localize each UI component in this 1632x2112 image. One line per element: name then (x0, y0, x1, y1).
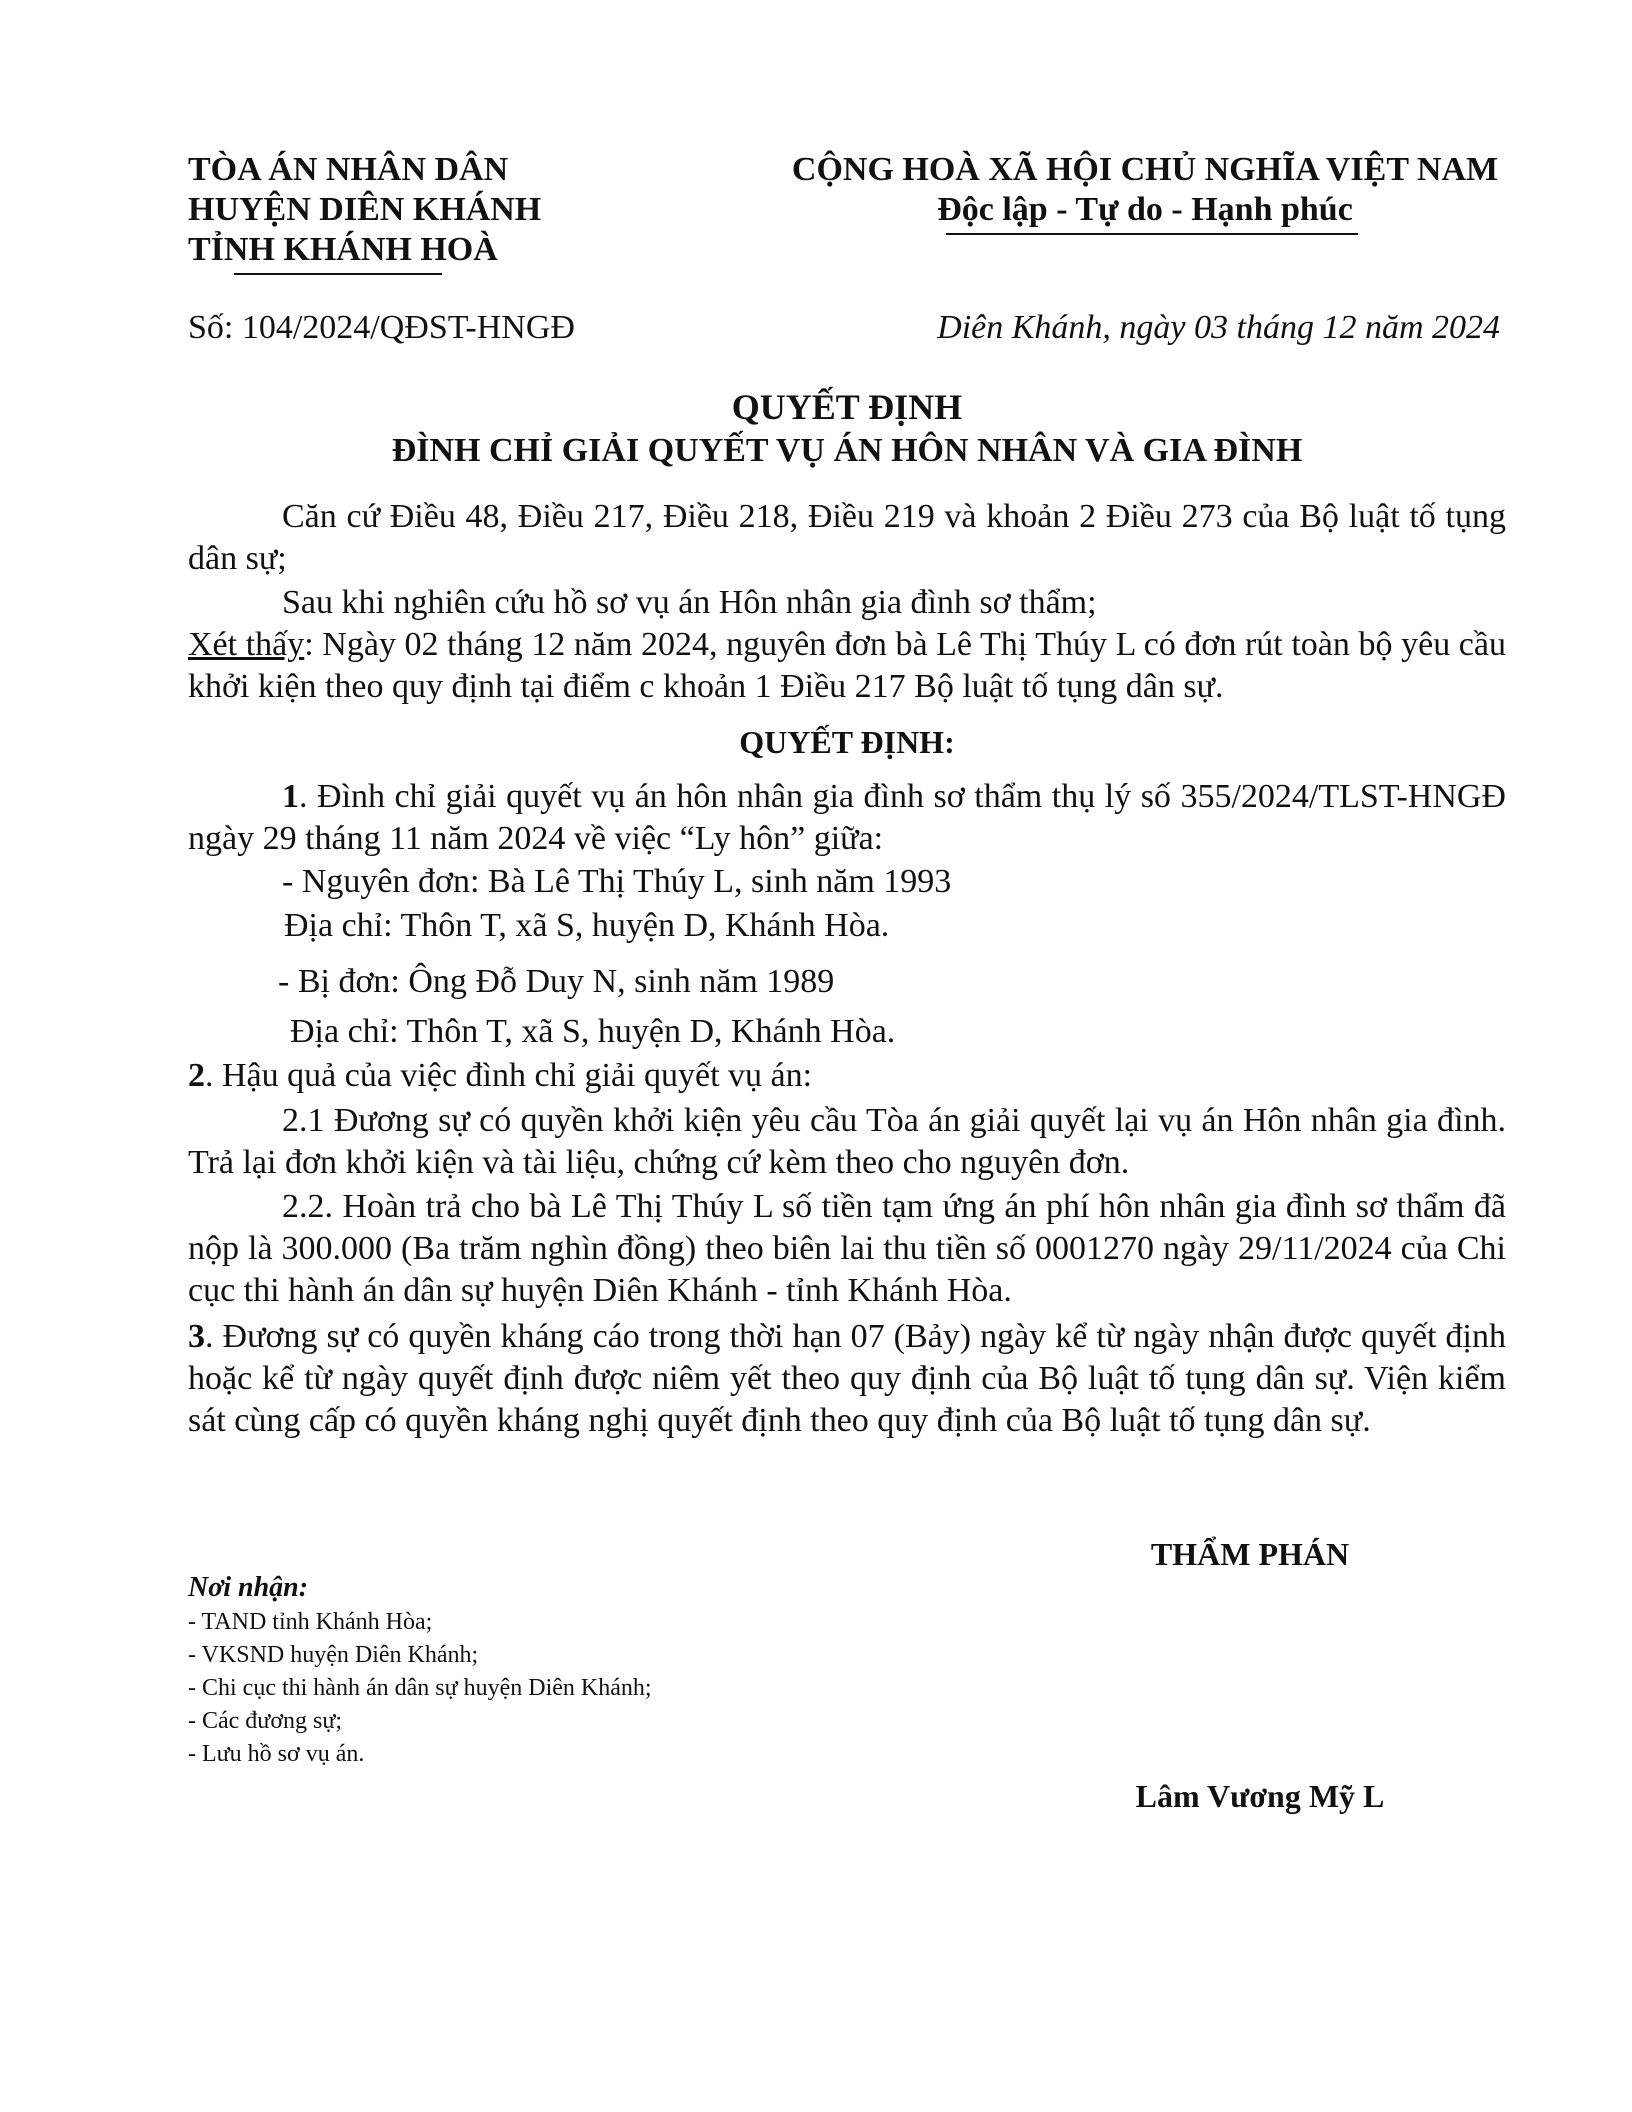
place-date: Diên Khánh, ngày 03 tháng 12 năm 2024 (937, 309, 1500, 346)
item-2-paragraph (188, 1056, 812, 1096)
review-statement: Sau khi nghiên cứu hồ sơ vụ án Hôn nhân gia đình sơ thẩm; (282, 584, 1097, 621)
court-name-line1: TÒA ÁN NHÂN DÂN (188, 151, 509, 188)
consideration-label: Xét thấy (188, 626, 305, 663)
recipient-item: - Chi cục thi hành án dân sự huyện Diên Khánh; (188, 1675, 652, 1701)
document-number: Số: 104/2024/QĐST-HNGĐ (188, 309, 575, 346)
recipient-item: - Các đương sự; (188, 1708, 343, 1734)
court-name-line2: HUYỆN DIÊN KHÁNH (188, 191, 542, 228)
item-1-paragraph (188, 776, 1506, 860)
item-3-number: 3 (188, 1318, 205, 1355)
item-3-text: . Đương sự có quyền kháng cáo trong thời hạn 07 (Bảy) ngày kể từ ngày nhận được quyết định hoặc kể từ ngày quyết định được niêm yết theo quy định của Bộ luật tố tụng dân sự. Viện kiểm sát cùng cấp có quyền kháng nghị quyết định theo quy định của Bộ luật tố tụng dân sự. (188, 1318, 1506, 1439)
decision-heading: QUYẾT ĐỊNH: (739, 724, 955, 760)
legal-basis: Căn cứ Điều 48, Điều 217, Điều 218, Điều 219 và khoản 2 Điều 273 của Bộ luật tố tụng dân sự; (188, 498, 1506, 577)
item-3-paragraph (188, 1316, 1506, 1442)
defendant-line: - Bị đơn: Ông Đỗ Duy N, sinh năm 1989 (278, 963, 835, 1000)
court-underline (234, 273, 442, 275)
consideration-text: : Ngày 02 tháng 12 năm 2024, nguyên đơn bà Lê Thị Thúy L có đơn rút toàn bộ yêu cầu khởi kiện theo quy định tại điểm c khoản 1 Điều 217 Bộ luật tố tụng dân sự. (188, 626, 1506, 705)
recipient-item: - TAND tỉnh Khánh Hòa; (188, 1609, 433, 1635)
item-2-1-paragraph: 2.1 Đương sự có quyền khởi kiện yêu cầu Tòa án giải quyết lại vụ án Hôn nhân gia đình. Trả lại đơn khởi kiện và tài liệu, chứng cứ kèm theo cho nguyên đơn. (188, 1102, 1506, 1181)
recipient-item: - VKSND huyện Diên Khánh; (188, 1642, 479, 1668)
signer-title: THẨM PHÁN (1150, 1536, 1350, 1572)
item-1-number: 1 (282, 778, 299, 815)
recipients-label: Nơi nhận: (188, 1572, 309, 1603)
document-subtitle: ĐÌNH CHỈ GIẢI QUYẾT VỤ ÁN HÔN NHÂN VÀ GIA ĐÌNH (391, 432, 1303, 469)
court-name-line3: TỈNH KHÁNH HOÀ (188, 231, 498, 268)
item-2-2-paragraph: 2.2. Hoàn trả cho bà Lê Thị Thúy L số tiền tạm ứng án phí hôn nhân gia đình sơ thẩm đã nộp là 300.000 (Ba trăm nghìn đồng) theo biên lai thu tiền số 0001270 ngày 29/11/2024 của Chi cục thi hành án dân sự huyện Diên Khánh - tỉnh Khánh Hòa. (188, 1188, 1506, 1309)
motto-underline (946, 233, 1358, 235)
recipient-item: - Lưu hồ sơ vụ án. (188, 1741, 365, 1767)
plaintiff-address: Địa chỉ: Thôn T, xã S, huyện D, Khánh Hòa. (284, 907, 890, 944)
defendant-address: Địa chỉ: Thôn T, xã S, huyện D, Khánh Hòa. (290, 1013, 896, 1050)
item-1-text: . Đình chỉ giải quyết vụ án hôn nhân gia đình sơ thẩm thụ lý số 355/2024/TLST-HNGĐ ngày 29 tháng 11 năm 2024 về việc “Ly hôn” giữa: (188, 778, 1506, 857)
consideration-paragraph (188, 624, 1506, 708)
item-2-number: 2 (188, 1057, 205, 1094)
nation-title: CỘNG HOÀ XÃ HỘI CHỦ NGHĨA VIỆT NAM (791, 151, 1499, 188)
document-title: QUYẾT ĐỊNH (731, 387, 963, 427)
item-2-text: . Hậu quả của việc đình chỉ giải quyết vụ án: (205, 1057, 813, 1094)
signer-name: Lâm Vương Mỹ L (1135, 1778, 1385, 1814)
plaintiff-line: - Nguyên đơn: Bà Lê Thị Thúy L, sinh năm 1993 (282, 863, 952, 900)
nation-motto: Độc lập - Tự do - Hạnh phúc (937, 191, 1353, 228)
